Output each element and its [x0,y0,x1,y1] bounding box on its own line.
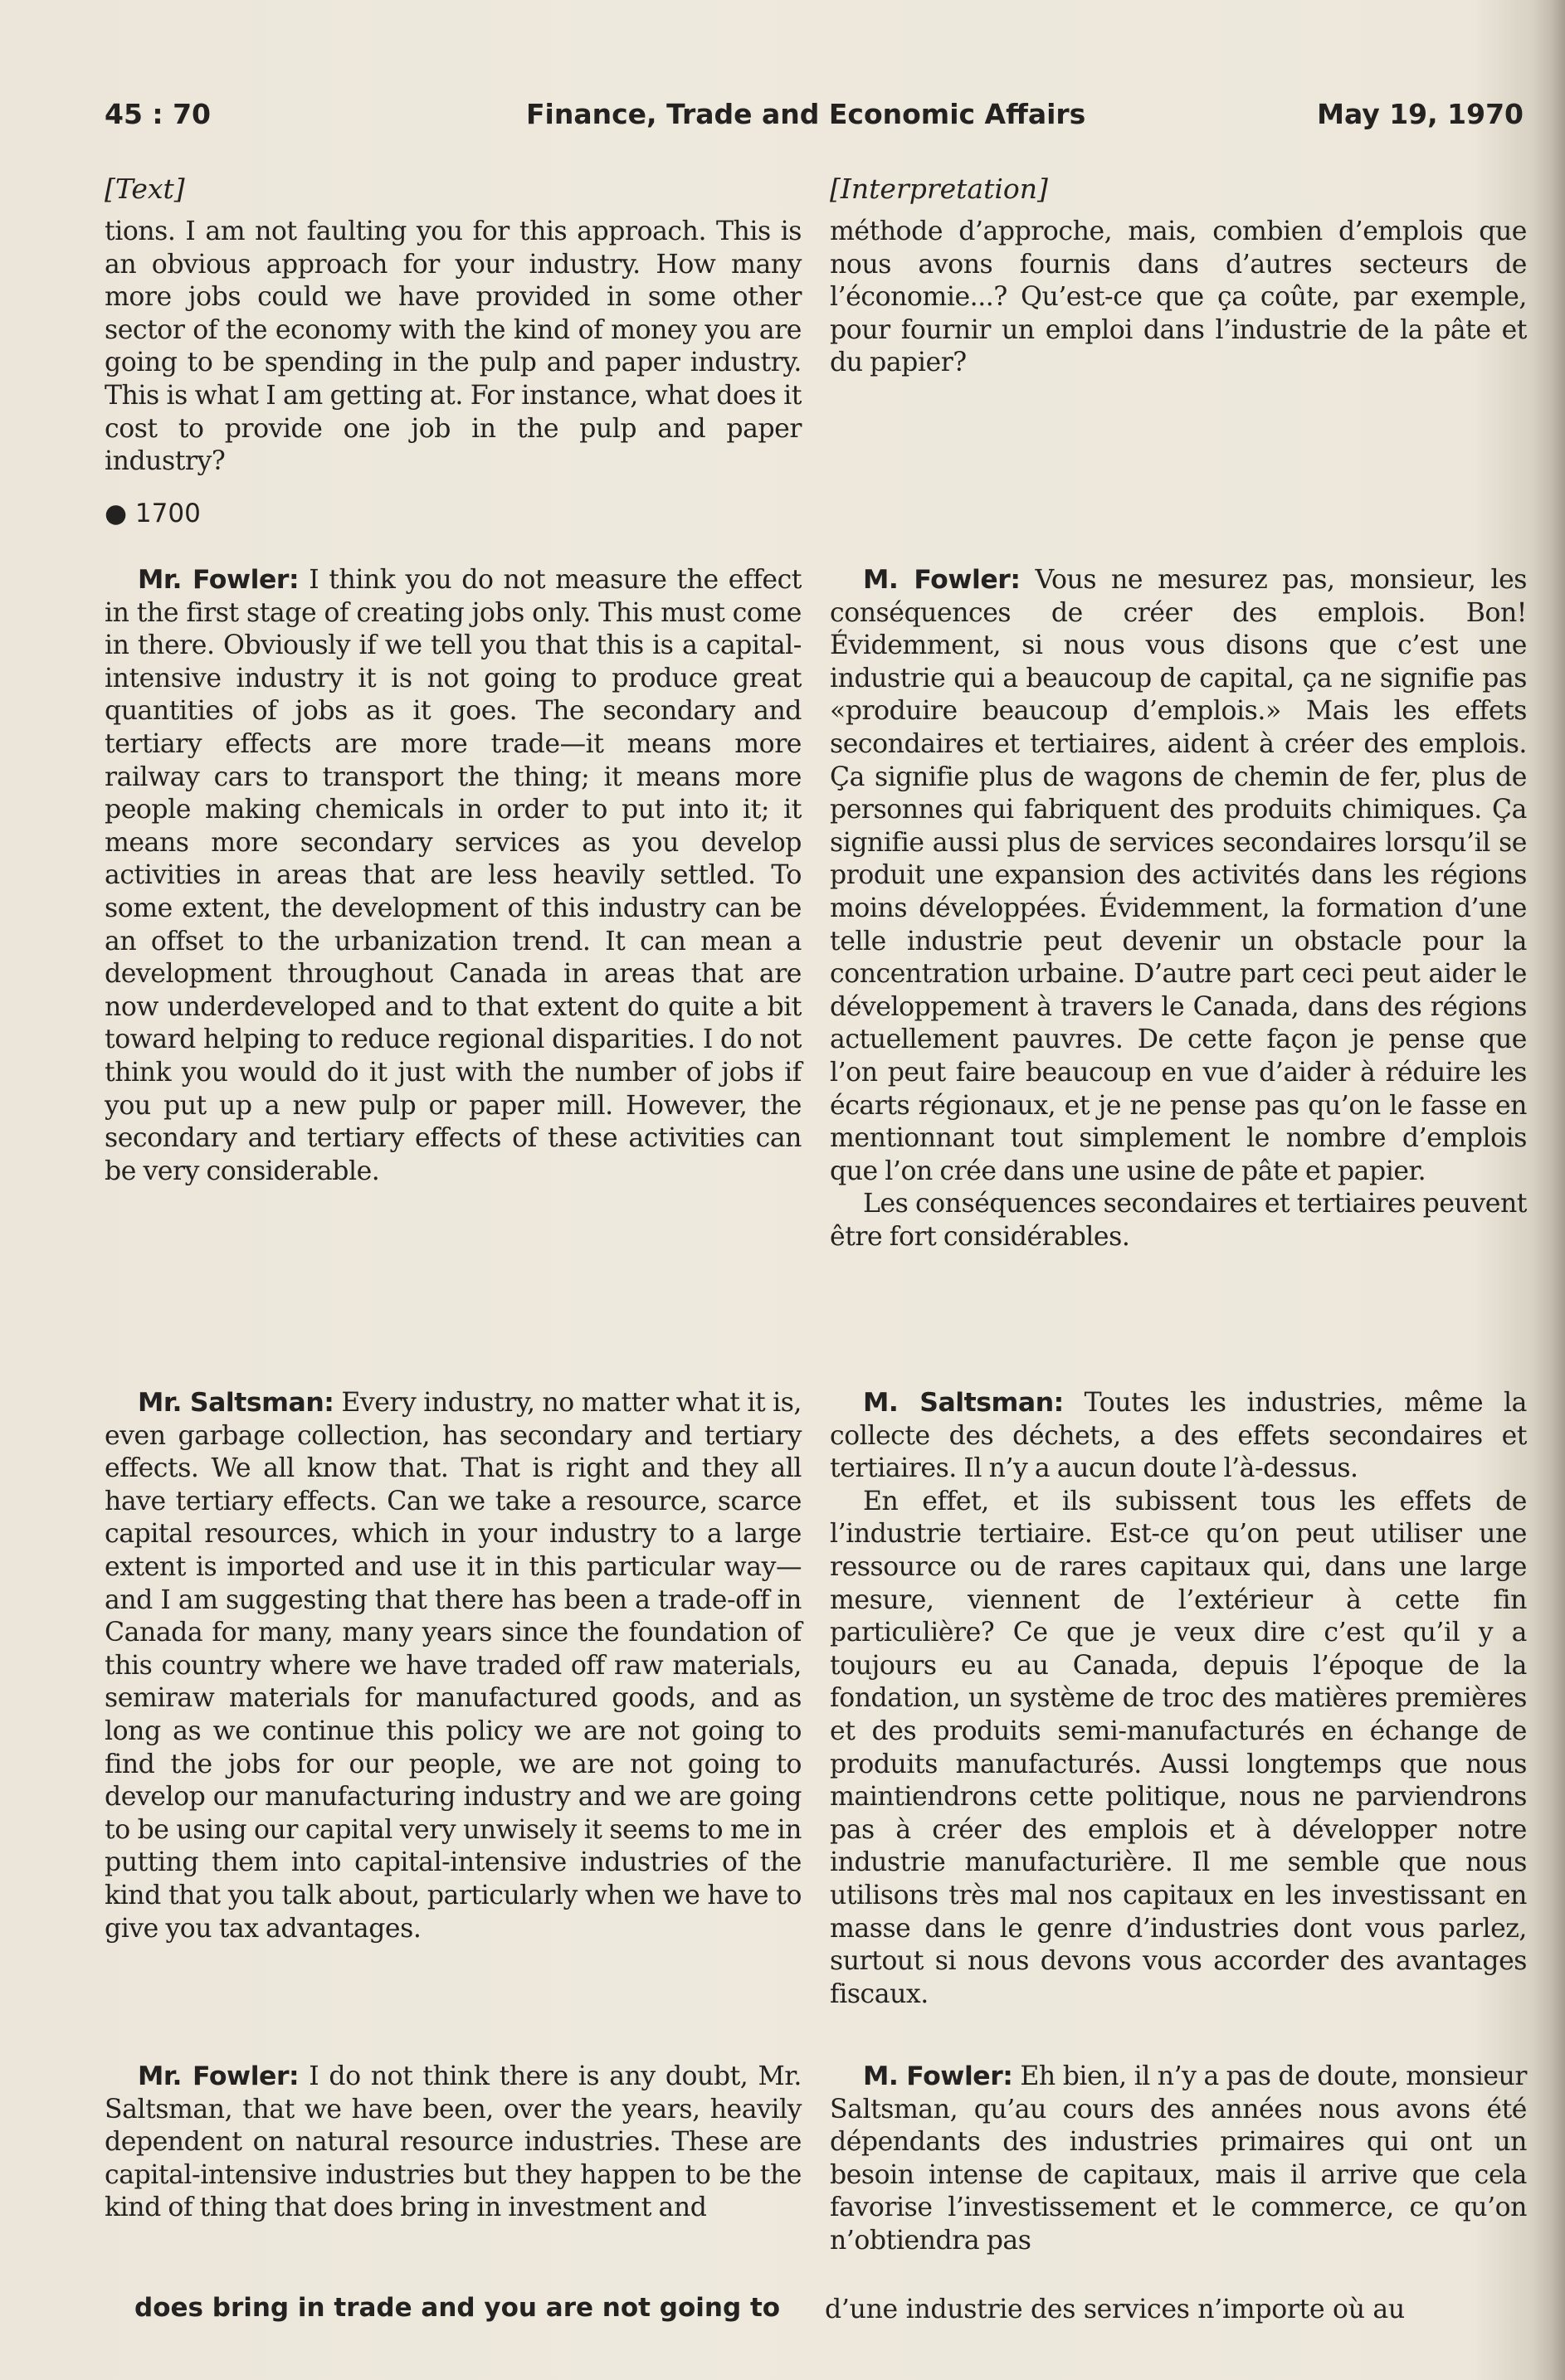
french-fowler-paragraph-1 [830,564,1527,1188]
english-fowler-block-2 [105,2061,802,2225]
speaker-name: Mr. Fowler: [138,2061,300,2091]
english-footer-line: does bring in trade and you are not going to [134,2293,781,2323]
speech-text: Toutes les industries, même la collecte des déchets, a des effets secondaires et tertiaires. Il n’y a aucun doute l’à-dessus. [830,1388,1528,1484]
french-saltsman-paragraph [830,1387,1527,1486]
publication-title: Finance, Trade and Economic Affairs [526,98,1086,130]
french-column [830,171,1527,380]
french-fowler-paragraph-1b: Les conséquences secondaires et tertiaires peuvent être fort considérables. [830,1189,1527,1252]
speaker-name: M. Fowler: [863,565,1021,595]
page-edge-shadow [1532,0,1565,2380]
page-reference: 45 : 70 [105,98,212,130]
time-marker: ● 1700 [105,498,201,528]
speech-text: Every industry, no matter what it is, even garbage collection, has secondary and tertiary effects. We all know that. That is right and they all have tertiary effects. Can we take a resource, scarce capital resources, which in your industry to a large extent is imported and use it in this particular way—and I am suggesting that there has been a trade-off in Canada for many, many years since the foundation of this country where we have traded off raw materials, semiraw materials for manufactured goods, and as long as we continue this policy we are not going to find the jobs for our people, we are not going to develop our manufacturing industry and we are going to be using our capital very unwisely it seems to me in putting them into capital-intensive industries of the kind that you talk about, particularly when we have to give you tax advantages. [105,1388,802,1944]
french-fowler-block-1 [830,564,1527,1253]
french-saltsman-block [830,1387,1527,2011]
speech-text: Eh bien, il n’y a pas de doute, monsieur Saltsman, qu’au cours des années nous avons été dépendants des industries primaires qui ont un besoin intense de capitaux, mais il arrive que cela favorise l’investissement et le commerce, ce qu’on n’obtiendra pas [830,2061,1527,2256]
english-saltsman-paragraph [105,1387,802,1945]
english-paragraph-continuation: tions. I am not faulting you for this approach. This is an obvious approach for your industry. How many more jobs could we have provided in some other sector of the economy with the kind of money you are going to be spending in the pulp and paper industry. This is what I am getting at. For instance, what does it cost to provide one job in the pulp and paper industry? [105,217,802,477]
running-header [105,98,1524,139]
english-column [105,171,802,552]
french-footer-line: d’une industrie des services n’importe où au [825,2295,1405,2324]
speech-text: I think you do not measure the effect in the first stage of creating jobs only. This must come in there. Obviously if we tell you that this is a capital-intensive industry it is not going to produce great quantities of jobs as it goes. The secondary and tertiary effects are more trade—it means more railway cars to transport the thing; it means more people making chemicals in order to put into it; it means more secondary services as you develop activities in areas that are less heavily settled. To some extent, the development of this industry can be an offset to the urbanization trend. It can mean a development throughout Canada in areas that are now underdeveloped and to that extent do quite a bit toward helping to reduce regional disparities. I do not think you would do it just with the number of jobs if you put up a new pulp or paper mill. However, the secondary and tertiary effects of these activities can be very considerable. [105,565,802,1186]
english-fowler-paragraph-1 [105,564,802,1188]
speaker-name: Mr. Saltsman: [138,1388,334,1418]
english-fowler-block-1 [105,564,802,1188]
french-fowler-paragraph-2 [830,2061,1527,2258]
speech-text: I do not think there is any doubt, Mr. Saltsman, that we have been, over the years, heavily dependent on natural resource industries. These are capital-intensive industries but they happen to be the kind of thing that does bring in investment and [105,2061,802,2223]
speech-text: Vous ne mesurez pas, monsieur, les conséquences de créer des emplois. Bon! Évidemment, si nous vous disons que c’est une industrie qui a beaucoup de capital, ça ne signifie pas «produire beaucoup d’emplois.» Mais les effets secondaires et tertiaires, aident à créer des emplois. Ça signifie plus de wagons de chemin de fer, plus de personnes qui fabriquent des produits chimiques. Ça signifie aussi plus de services secondaires lorsqu’il se produit une expansion des activités dans les régions moins développées. Évidemment, la formation d’une telle industrie peut devenir un obstacle pour la concentration urbaine. D’autre part ceci peut aider le développement à travers le Canada, dans des régions actuellement pauvres. De cette façon je pense que l’on peut faire beaucoup en vue d’aider à réduire les écarts régionaux, et je ne pense pas qu’on le fasse en mentionnant tout simplement le nombre d’emplois que l’on crée dans une usine de pâte et papier. [830,565,1527,1186]
english-saltsman-block [105,1387,802,1945]
french-saltsman-paragraph-b: En effet, et ils subissent tous les effets de l’industrie tertiaire. Est-ce qu’on peut utiliser une ressource ou de rares capitaux qui, dans une large mesure, viennent de l’extérieur à cette fin particulière? Ce que je veux dire c’est qu’il y a toujours eu au Canada, depuis l’époque de la fondation, un système de troc des matières premières et des produits semi-manufacturés en échange de produits manufacturés. Aussi longtemps que nous maintiendrons cette politique, nous ne parviendrons pas à créer des emplois et à développer notre industrie manufacturière. Il me semble que nous utilisons très mal nos capitaux en les investissant en masse dans le genre d’industries dont vous parlez, surtout si nous devons vous accorder des avantages fiscaux. [830,1486,1527,2009]
french-column-label: [Interpretation] [830,173,1048,205]
speaker-name: M. Saltsman: [863,1388,1064,1418]
french-fowler-block-2 [830,2061,1527,2258]
speaker-name: M. Fowler: [863,2061,1013,2091]
speaker-name: Mr. Fowler: [138,565,300,595]
english-column-label: [Text] [105,173,185,205]
french-paragraph-continuation: méthode d’approche, mais, combien d’emplois que nous avons fournis dans d’autres secteurs de l’économie...? Qu’est-ce que ça coûte, par exemple, pour fournir un emploi dans l’industrie de la pâte et du papier? [830,217,1527,378]
header-date: May 19, 1970 [1317,98,1524,130]
english-fowler-paragraph-2 [105,2061,802,2225]
